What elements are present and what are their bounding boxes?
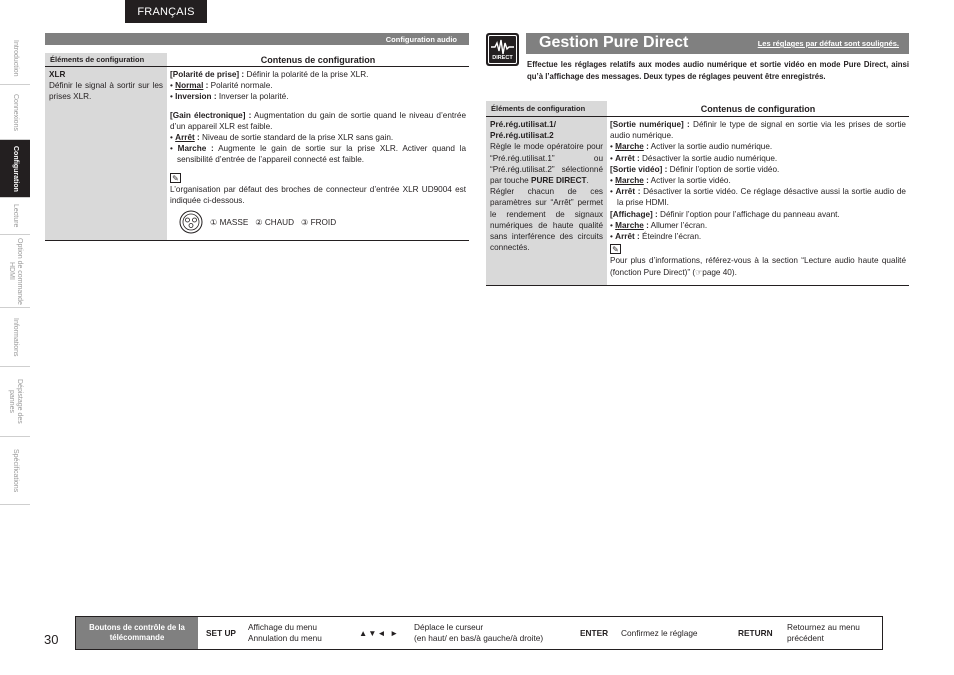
column-header-item: Éléments de configuration — [45, 53, 167, 67]
video-opt2-desc: Désactiver la sortie vidéo. Ce réglage désactive aussi la sortie audio de la prise HDMI. — [617, 187, 906, 208]
page-title: Gestion Pure Direct — [539, 34, 689, 51]
page-number: 30 — [44, 632, 59, 647]
xlr-connector-icon — [178, 210, 204, 234]
legend-desc-arrows-2: (en haut/ en bas/à gauche/à droite) — [414, 633, 544, 643]
pure-direct-icon-label: DIRECT — [492, 55, 513, 61]
sidebar-item-configuration[interactable] — [0, 140, 30, 198]
table-bottom-rule-right — [486, 285, 909, 286]
sidebar-item-option-hdmi[interactable] — [0, 235, 30, 308]
sidebar-item-label: Spécifications — [12, 448, 19, 493]
legend-key-enter: ENTER — [580, 628, 609, 638]
pin-label-2: ② CHAUD — [255, 217, 295, 227]
sidebar-item-connexions[interactable] — [0, 85, 30, 140]
section-title-bar — [526, 33, 909, 54]
sidebar-item-label: Introduction — [12, 40, 19, 77]
sidebar-item-label: Dépistage des pannes — [8, 379, 23, 424]
display-opt2-label: Arrêt : — [615, 232, 640, 242]
intro-text: Effectue les réglages relatifs aux modes audio numérique et sortie vidéo en mode Pure Direct, ainsi qu’à l’affichage des messages. Deux types de réglages peuvent être enregistrés. — [527, 60, 909, 81]
sidebar — [0, 33, 30, 505]
digital-desc: Définir le type de signal en sortie via les prises de sortie audio numérique. — [610, 120, 906, 141]
item-desc-key: PURE DIRECT — [530, 176, 587, 186]
display-title: [Affichage] : — [610, 209, 658, 219]
legend-key-return: RETURN — [738, 628, 773, 638]
legend-desc-arrows-1: Déplace le curseur — [414, 622, 484, 632]
item-desc-b: Régler chacun de ces paramètres sur “Arrêt” permet le rendement de signaux numériques de haute qualité sans interférence des circuits connectés. — [490, 187, 603, 253]
note-text-right: Pour plus d’informations, référez-vous à la section “Lecture audio haute qualité (fonction Pure Direct)” ( — [610, 256, 906, 277]
table-cell-item-right: Pré.rég.utilisat.1/ Pré.rég.utilisat.2 Règle le mode opératoire pour “Pré.rég.utilisat.1” ou “Pré.rég.utilisat.2” sélectionné par touche PURE DIRECT. Régler chacun de ces paramètres sur “Arrêt” permet le rendement de signaux numériques de haute qualité sans interférence des circuits connectés. — [486, 117, 607, 285]
sidebar-item-depistage[interactable] — [0, 367, 30, 437]
table-cell-content: [Polarité de prise] : Définir la polarité de la prise XLR. • Normal : Polarité normale. • Inversion : Inverser la polarité. [Gain électronique] : Augmentation du gain de sortie quand le niveau d’entrée d’un appareil XLR est faible. • Arrêt : Niveau de sortie standard de la prise XLR sans gain. • Marche : Augmente le gain de sortie sur la prise XLR. Activer quand la sensibilité d’entrée de l’appareil connecté est faible. ✎ L’organisation par défaut des broches de connecteur d’entrée XLR UD9004 est indiquée ci-dessous. ① MASSE ② CHAUD ③ FROID — [167, 67, 469, 240]
polarity-opt2-label: Inversion : — [175, 92, 217, 102]
table-cell-content-right: [Sortie numérique] : Définir le type de signal en sortie via les prises de sortie audio numérique. • Marche : Activer la sortie audio numérique. • Arrêt : Désactiver la sortie audio numérique. [Sortie vidéo] : Définir l’option de sortie vidéo. • Marche : Activer la sortie vidéo. • Arrêt : Désactiver la sortie vidéo. Ce réglage désactive aussi la sortie audio de la prise HDMI. [Affichage] : Définir l’option pour l’affichage du panneau avant. • Marche : Allumer l’écran. • Arrêt : Éteindre l’écran. ✎ Pour plus d’informations, référez-vous à la section “Lecture audio haute qualité (fonction Pure Direct)” (☞page 40). — [610, 120, 906, 277]
note-page-ref[interactable]: page 40). — [702, 267, 737, 277]
polarity-opt1-label: Normal — [175, 81, 204, 91]
remote-legend — [75, 616, 883, 650]
sidebar-item-label: Configuration — [12, 145, 19, 192]
language-tab: FRANÇAIS — [125, 0, 207, 23]
item-name-1: Pré.rég.utilisat.1/ — [490, 120, 556, 129]
sidebar-item-label: Informations — [12, 317, 19, 357]
column-header-content: Contenus de configuration — [167, 53, 469, 67]
sidebar-item-label: Option de commande HDMI — [8, 237, 23, 305]
pure-direct-icon — [486, 33, 519, 66]
gain-opt2-label: Marche : — [177, 144, 214, 154]
table-cell-item — [45, 67, 167, 240]
digital-title: [Sortie numérique] : — [610, 120, 690, 129]
gain-title: [Gain électronique] : — [170, 110, 252, 120]
polarity-opt2-desc: Inverser la polarité. — [218, 92, 289, 102]
sidebar-item-label: Lecture — [12, 204, 19, 228]
column-header-content-right: Contenus de configuration — [607, 101, 909, 117]
display-opt1-desc: Allumer l’écran. — [650, 220, 708, 230]
digital-opt1-desc: Activer la sortie audio numérique. — [650, 142, 773, 152]
sidebar-item-label: Connexions — [12, 93, 19, 131]
legend-key-arrows-icon: ▲▼◄ ► — [359, 628, 400, 638]
gain-opt1-desc: Niveau de sortie standard de la prise XLR sans gain. — [202, 133, 394, 143]
default-settings-note: Les réglages par défaut sont soulignés. — [757, 39, 899, 48]
legend-key-setup: SET UP — [206, 628, 236, 638]
display-desc: Définir l’option pour l’affichage du panneau avant. — [660, 209, 840, 219]
note-pencil-icon: ✎ — [170, 173, 181, 183]
pin-label-3: ③ FROID — [301, 217, 337, 227]
gain-desc: Augmentation du gain de sortie quand le niveau d’entrée d’un appareil XLR est faible. — [170, 110, 466, 131]
sidebar-item-informations[interactable] — [0, 308, 30, 367]
sidebar-item-introduction[interactable] — [0, 33, 30, 85]
legend-desc-setup-1: Affichage du menu — [248, 622, 318, 632]
table-bottom-rule — [45, 240, 469, 241]
sidebar-item-specifications[interactable] — [0, 437, 30, 505]
pin-label-1: ① MASSE — [210, 217, 249, 227]
item-name-2: Pré.rég.utilisat.2 — [490, 131, 554, 141]
polarity-title: [Polarité de prise] : — [170, 70, 245, 79]
page-reference-icon: ☞ — [695, 267, 703, 277]
video-opt2-label: Arrêt : — [615, 187, 641, 197]
legend-title: Boutons de contrôle de la télécommande — [76, 617, 198, 649]
video-opt1-desc: Activer la sortie vidéo. — [650, 176, 731, 186]
display-opt1-label: Marche — [615, 220, 644, 230]
legend-desc-return-1: Retournez au menu — [787, 622, 860, 632]
video-opt1-label: Marche — [615, 176, 644, 186]
digital-opt2-desc: Désactiver la sortie audio numérique. — [642, 153, 778, 163]
note-text: L’organisation par défaut des broches de connecteur d’entrée XLR UD9004 est indiquée ci-dessous. — [170, 184, 466, 206]
item-desc-a: Règle le mode opératoire pour “Pré.rég.utilisat.1” ou “Pré.rég.utilisat.2” sélectionné par touche — [490, 142, 603, 186]
legend-desc-return-2: précédent — [787, 633, 824, 643]
polarity-desc: Définir la polarité de la prise XLR. — [246, 70, 369, 79]
legend-desc-enter: Confirmez le réglage — [621, 628, 698, 638]
video-title: [Sortie vidéo] : — [610, 164, 668, 174]
note-pencil-icon: ✎ — [610, 244, 621, 254]
legend-desc-setup-2: Annulation du menu — [248, 633, 322, 643]
section-bar-audio: Configuration audio — [45, 33, 469, 45]
display-opt2-desc: Éteindre l’écran. — [642, 232, 702, 242]
sidebar-item-lecture[interactable] — [0, 198, 30, 235]
column-header-item-right: Éléments de configuration — [486, 101, 607, 117]
digital-opt1-label: Marche — [615, 142, 644, 152]
gain-opt2-desc: Augmente le gain de sortie sur la prise XLR. Activer quand la sensibilité d’entrée de l’appareil connecté est faible. — [177, 144, 467, 165]
video-desc: Définir l’option de sortie vidéo. — [669, 164, 780, 174]
item-description: Définir le signal à sortir sur les prises XLR. — [49, 81, 163, 102]
gain-opt1-label: Arrêt — [175, 133, 195, 143]
item-name: XLR — [49, 70, 66, 79]
polarity-opt1-desc: Polarité normale. — [210, 81, 273, 91]
digital-opt2-label: Arrêt : — [615, 153, 640, 163]
